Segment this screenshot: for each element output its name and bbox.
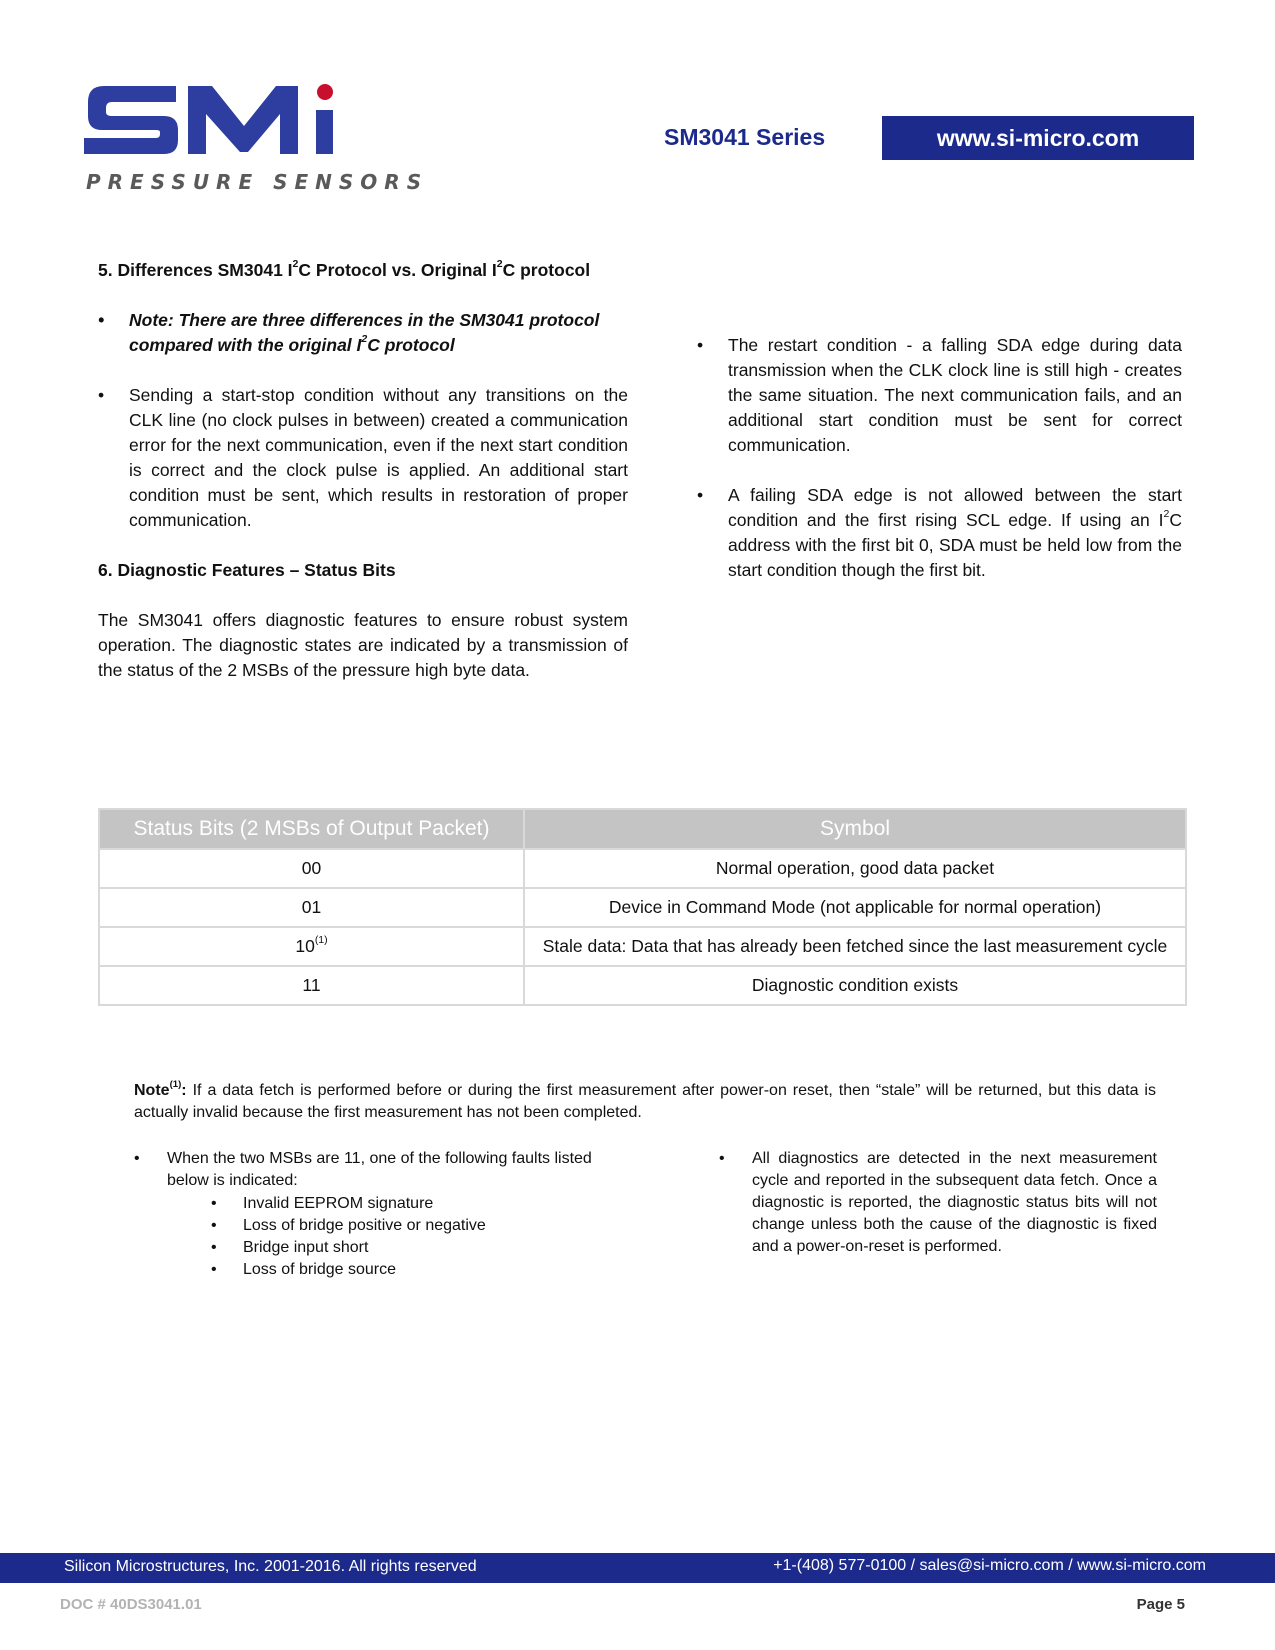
section6-heading: 6. Diagnostic Features – Status Bits xyxy=(98,560,396,580)
table-header-row xyxy=(99,809,1186,849)
table-header-symbol: Symbol xyxy=(524,809,1186,849)
right-column xyxy=(697,333,1182,583)
table-row xyxy=(99,888,1186,927)
table-cell-symbol: Normal operation, good data packet xyxy=(524,849,1186,888)
section5-bullet-3: • A failing SDA edge is not allowed between the start condition and the first rising SCL edge. If using an $I^2C$ address with the first bit 0, SDA must be held low from the start condition though the first bit. xyxy=(697,485,1182,580)
faults-intro: • When the two MSBs are 11, one of the following faults listed below is indicated: xyxy=(134,1150,592,1189)
header-url[interactable]: www.si-micro.com xyxy=(882,116,1194,160)
table-row xyxy=(99,927,1186,966)
list-item: • Loss of bridge source xyxy=(211,1261,396,1278)
page-number: Page 5 xyxy=(1136,1596,1185,1613)
table-cell-symbol: Diagnostic condition exists xyxy=(524,966,1186,1005)
footer-copyright: Silicon Microstructures, Inc. 2001-2016. All rights reserved xyxy=(64,1558,477,1575)
footer-contact[interactable]: +1-(408) 577-0100 / sales@si-micro.com / www.si-micro.com xyxy=(773,1557,1206,1574)
section5-bullet-1: • Sending a start-stop condition without any transitions on the CLK line (no clock pulses in between) created a communication error for the next communication, even if the next start condition is correct and the clock pulse is applied. An additional start condition must be sent, which results in restoration of proper communication. xyxy=(98,385,628,530)
logo-letter-s xyxy=(84,86,178,154)
table-footnote: Note$^{(1)}$: If a data fetch is performed before or during the first measurement after power-on reset, then “stale” will be returned, but this data is actually invalid because the first measurement has not been completed. xyxy=(134,1078,1156,1121)
table-cell-bits: 00 xyxy=(99,849,524,888)
diagnostics-text: • All diagnostics are detected in the next measurement cycle and reported in the subsequent data fetch. Once a diagnostic is reported, the diagnostic status bits will not change unless both the cause of the diagnostic is fixed and a power-on-reset is performed. xyxy=(719,1150,1157,1255)
section5-note: • Note: There are three differences in the SM3041 protocol compared with the original $I^2C$ protocol xyxy=(98,310,600,355)
status-bits-table xyxy=(98,808,1187,1006)
table-cell-bits: 11 xyxy=(99,966,524,1005)
list-item: • Loss of bridge positive or negative xyxy=(211,1217,486,1234)
logo-letter-m xyxy=(188,86,298,154)
footer-bar xyxy=(0,1553,1275,1583)
table-cell-bits: 01 xyxy=(99,888,524,927)
logo-dot xyxy=(317,84,333,100)
left-column xyxy=(98,258,628,683)
list-item: • Bridge input short xyxy=(211,1239,369,1256)
table-cell-bits: 10$^{(1)}$ xyxy=(99,927,524,966)
table-cell-symbol: Stale data: Data that has already been fetched since the last measurement cycle xyxy=(524,927,1186,966)
faults-list xyxy=(134,1148,634,1281)
section5-bullet-2: • The restart condition - a falling SDA edge during data transmission when the CLK clock line is still high - creates the same situation. The next communication fails, and an additional start condition must be sent for correct communication. xyxy=(697,335,1182,455)
table-cell-symbol: Device in Command Mode (not applicable for normal operation) xyxy=(524,888,1186,927)
section5-heading: 5. Differences SM3041 $I^2C$ Protocol vs. Original $I^2C$ protocol xyxy=(98,258,591,280)
list-item: • Invalid EEPROM signature xyxy=(211,1195,434,1212)
doc-number: DOC # 40DS3041.01 xyxy=(60,1596,202,1613)
diagnostics-bullet xyxy=(719,1148,1157,1258)
logo-letter-i xyxy=(316,110,333,154)
smi-logo-mark xyxy=(84,80,370,160)
section6-paragraph: The SM3041 offers diagnostic features to ensure robust system operation. The diagnostic states are indicated by a transmission of the status of the 2 MSBs of the pressure high byte data. xyxy=(98,610,628,680)
table-row xyxy=(99,966,1186,1005)
logo-subtitle: PRESSURE SENSORS xyxy=(86,170,429,194)
series-title: SM3041 Series xyxy=(664,124,826,150)
table-row xyxy=(99,849,1186,888)
faults-sublist xyxy=(134,1193,634,1281)
table-header-status-bits: Status Bits (2 MSBs of Output Packet) xyxy=(99,809,524,849)
